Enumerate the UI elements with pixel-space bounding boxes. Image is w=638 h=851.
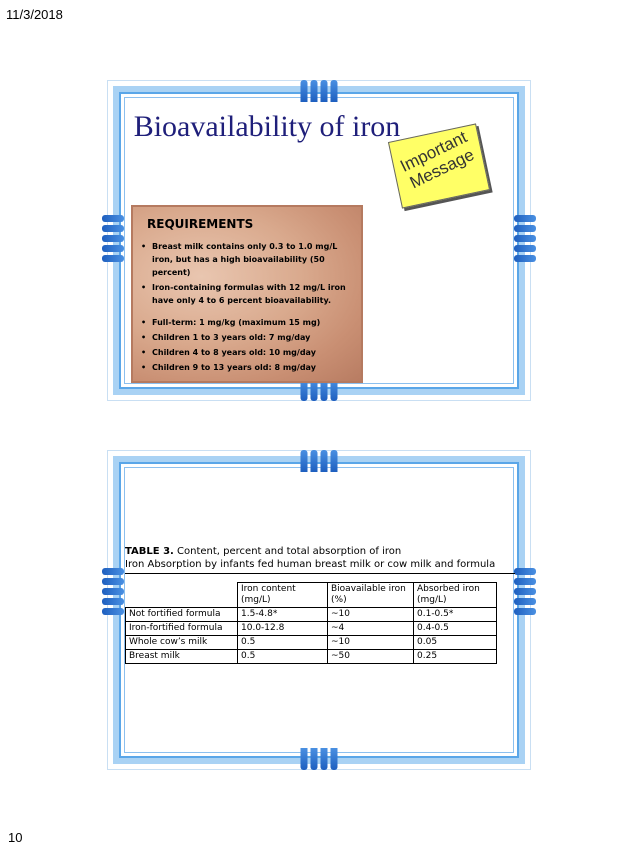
header-cell: Absorbed iron (mg/L): [414, 583, 497, 608]
table-cell: Whole cow’s milk: [126, 636, 238, 650]
table-number: TABLE 3.: [125, 546, 174, 557]
table-row: [126, 636, 497, 650]
list-item: • Full-term: 1 mg/kg (maximum 15 mg): [141, 316, 361, 329]
list-item: • Iron-containing formulas with 12 mg/L iron have only 4 to 6 percent bioavailability.: [141, 281, 361, 307]
table-cell: ~10: [328, 636, 414, 650]
frame-tabs-left: [102, 568, 124, 615]
requirements-box: [131, 205, 363, 383]
table-cell: 0.5: [238, 636, 328, 650]
slide-title: Bioavailability of iron: [133, 110, 401, 143]
header-cell: Iron content (mg/L): [238, 583, 328, 608]
table-cell: Breast milk: [126, 650, 238, 664]
table-cell: Iron-fortified formula: [126, 622, 238, 636]
table-cell: 0.5: [238, 650, 328, 664]
iron-absorption-table: [125, 582, 497, 664]
table-subtitle: Iron Absorption by infants fed human breast milk or cow milk and formula: [125, 559, 496, 570]
table-caption: [125, 545, 515, 574]
table-header-row: [126, 583, 497, 608]
requirements-list: [141, 240, 361, 374]
page-date: 11/3/2018: [6, 7, 63, 22]
requirements-heading: REQUIREMENTS: [147, 217, 254, 231]
table-cell: ~4: [328, 622, 414, 636]
list-item: • Children 1 to 3 years old: 7 mg/day: [141, 331, 361, 344]
frame-tabs-bottom: [301, 748, 338, 770]
list-item: • Breast milk contains only 0.3 to 1.0 mg/L iron, but has a high bioavailability (50 percent): [141, 240, 361, 279]
page-number: 10: [8, 830, 23, 845]
slide-iron-table: [107, 450, 531, 770]
frame-tabs-left: [102, 215, 124, 262]
list-item: • Children 4 to 8 years old: 10 mg/day: [141, 346, 361, 359]
frame-tabs-right: [514, 568, 536, 615]
header-cell: [126, 583, 238, 608]
table-cell: 0.1-0.5*: [414, 608, 497, 622]
table-title: Content, percent and total absorption of iron: [173, 546, 402, 557]
table-cell: 0.05: [414, 636, 497, 650]
list-item: • Children 9 to 13 years old: 8 mg/day: [141, 361, 361, 374]
table-cell: 0.4-0.5: [414, 622, 497, 636]
table-cell: 1.5-4.8*: [238, 608, 328, 622]
frame-tabs-top: [301, 80, 338, 102]
table-cell: 0.25: [414, 650, 497, 664]
table-cell: ~10: [328, 608, 414, 622]
sticky-note-text: Important Message: [397, 127, 478, 193]
table-row: [126, 650, 497, 664]
slide-bioavailability: [107, 80, 531, 401]
table-cell: Not fortified formula: [126, 608, 238, 622]
table-cell: 10.0-12.8: [238, 622, 328, 636]
table-row: [126, 608, 497, 622]
table-row: [126, 622, 497, 636]
header-cell: Bioavailable iron (%): [328, 583, 414, 608]
frame-tabs-right: [514, 215, 536, 262]
frame-tabs-top: [301, 450, 338, 472]
table-cell: ~50: [328, 650, 414, 664]
